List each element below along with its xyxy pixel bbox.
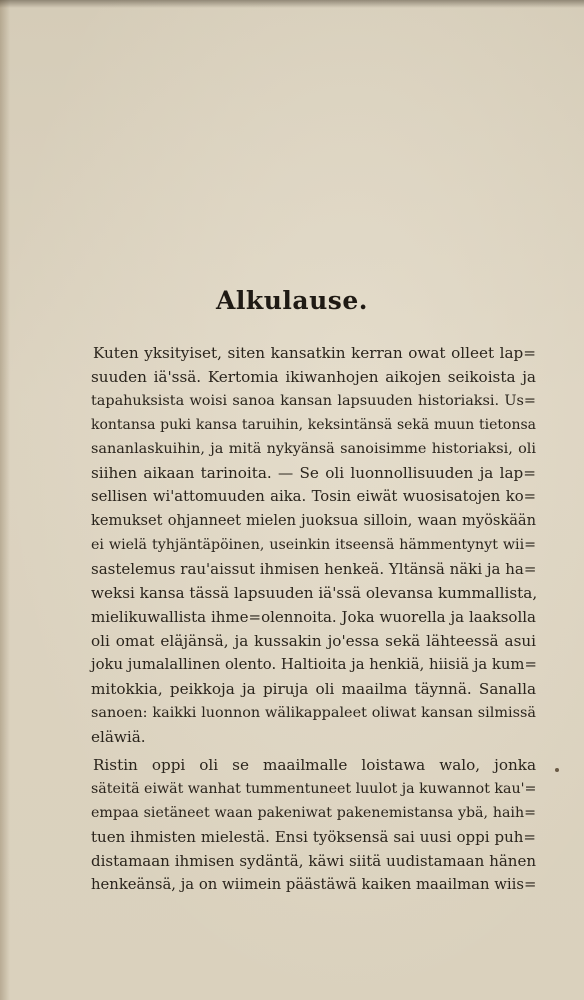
text-line: henkeänsä, ja on wiimein päästäwä kaiken maailman wiis= [91,876,537,893]
text-line: kontansa puki kansa taruihin, keksintänsä sekä muun tietonsa [91,417,536,433]
text-line: sastelemus rau'aissut ihmisen henkeä. Yltänsä näki ja ha= [91,560,537,578]
text-line: Kuten yksityiset, siten kansatkin kerran owat olleet lap= [93,344,536,362]
text-line: suuden iä'ssä. Kertomia ikiwanhojen aikojen seikoista ja [91,368,536,386]
text-line: eläwiä. [91,728,146,746]
text-line: tuen ihmisten mielestä. Ensi työksensä sai uusi oppi puh= [91,828,536,846]
ink-speck [555,768,559,772]
text-line: tapahuksista woisi sanoa kansan lapsuuden historiaksi. Us= [91,393,536,409]
text-line: sanoen: kaikki luonnon wälikappaleet oliwat kansan silmissä [91,705,536,721]
text-line: empaa sietäneet waan pakeniwat pakenemistansa ybä, haih= [91,805,536,821]
text-line: Ristin oppi oli se maailmalle loistawa walo, jonka [93,756,536,774]
text-line: ei wielä tyhjäntäpöinen, useinkin itseensä hämmentynyt wii= [91,537,536,553]
text-line: kemukset ohjanneet mielen juoksua silloin, waan myöskään [91,512,536,529]
text-line: sellisen wi'attomuuden aika. Tosin eiwät wuosisatojen ko= [91,488,536,505]
text-line: joku jumalallinen olento. Haltioita ja henkiä, hiisiä ja kum= [91,656,537,673]
text-line: weksi kansa tässä lapsuuden iä'ssä olevansa kummallista, [91,584,538,602]
text-line: oli omat eläjänsä, ja kussakin jo'essa sekä lähteessä asui [91,632,536,650]
text-line: mielikuwallista ihme=olennoita. Joka wuorella ja laaksolla [91,608,536,626]
text-line: siihen aikaan tarinoita. — Se oli luonnollisuuden ja lap= [91,464,536,482]
text-line: sananlaskuihin, ja mitä nykyänsä sanoisimme historiaksi, oli [91,441,536,457]
page-heading: Alkulause. [216,286,368,315]
text-line: säteitä eiwät wanhat tummentuneet luulot ja kuwannot kau'= [91,781,537,797]
text-line: mitokkia, peikkoja ja piruja oli maailma täynnä. Sanalla [91,680,536,698]
text-line: distamaan ihmisen sydäntä, käwi siitä uudistamaan hänen [91,852,536,870]
page-top-shadow [0,0,584,8]
page-edge-shadow [0,0,10,1000]
